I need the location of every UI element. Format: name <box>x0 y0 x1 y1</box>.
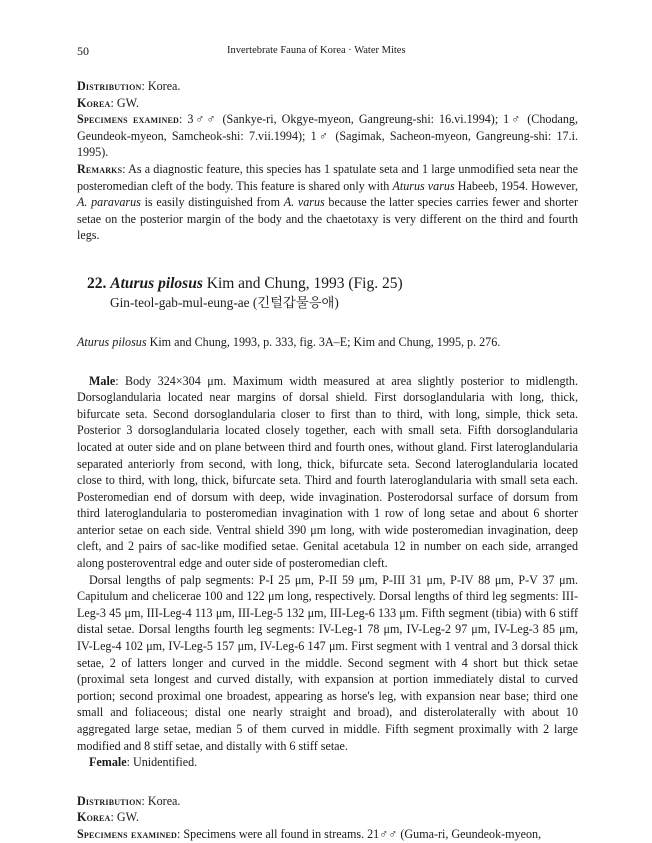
page-number: 50 <box>77 44 89 58</box>
korea-label: Korea <box>77 810 111 825</box>
spacer <box>77 266 578 274</box>
distribution-text: : Korea. <box>141 793 181 808</box>
spacer <box>77 244 578 266</box>
female-label: Female <box>89 755 127 770</box>
korea-label: Korea <box>77 95 111 110</box>
species-authority: Kim and Chung, 1993 (Fig. 25) <box>202 274 403 292</box>
page-content <box>77 78 578 843</box>
species-ref: A. paravarus <box>77 195 141 210</box>
female-line <box>77 754 578 771</box>
synonymy-line <box>77 334 578 351</box>
korea-line-2 <box>77 809 578 826</box>
remarks-text: Habeeb, 1954. However, <box>454 178 578 193</box>
korea-text: : GW. <box>110 810 139 825</box>
page-header <box>77 44 578 58</box>
specimens-text: : 3♂♂ (Sankye-ri, Okgye-myeon, Gangreung-shi: 16.vi.1994); 1♂ (Chodang, Geundeok-myeon, Samcheok-shi: 7.vii.1994); 1♂ (Sagimak, Sacheon-myeon, Gangreung-shi: 17.i. 1995). <box>77 112 578 160</box>
male-paragraph-1 <box>77 373 578 572</box>
spacer <box>77 351 578 373</box>
male-paragraph-2: Dorsal lengths of palp segments: P-I 25 μm, P-II 59 μm, P-III 31 μm, P-IV 88 μm, P-V 37 μm. Capitulum and chelicerae 100 and 122 μm long, respectively. Dorsal lengths of third leg segments: III-Leg-3 45 μm, III-Leg-4 113 μm, III-Leg-5 132 μm, III-Leg-6 133 μm. Fifth segment (tibia) with 6 stiff distal setae. Dorsal lengths fourth leg segments: IV-Leg-1 78 μm, IV-Leg-2 97 μm, IV-Leg-3 85 μm, IV-Leg-4 102 μm, IV-Leg-5 157 μm, IV-Leg-6 147 μm. First segment with 1 ventral and 3 dorsal thick setae, 2 of latters longer and curved in the middle. Second segment with 4 short but thick setae (proximal seta longest and curved distally, with expansion at portion immediately distal to curved portion; second proximal one broadest, appearing as horse's leg, with expansion near base; third one small and foliaceous; distal one nearly straight and broad), and disterolaterally with about 10 aggregated large setae, median 5 of them curved in middle. Fifth segment proximally with 2 large modified and 8 stiff setae, and distally with 6 stiff setae. <box>77 572 578 753</box>
remarks-label: Remarks <box>77 161 123 176</box>
species-ref: Aturus varus <box>392 178 455 193</box>
male-label: Male <box>89 373 116 388</box>
korean-name: Gin-teol-gab-mul-eung-ae (긴털갑물응애) <box>110 294 339 310</box>
species-heading <box>77 274 578 294</box>
remarks-text: is easily distinguished from <box>140 195 284 210</box>
distribution-text: : Korea. <box>141 79 181 93</box>
spacer <box>77 771 578 793</box>
specimens-label: Specimens examined <box>77 112 180 127</box>
species-name: Aturus pilosus <box>110 274 203 292</box>
distribution-label: Distribution <box>77 793 142 808</box>
remarks-text: because the latter species carries fewer and shorter setae on the posterior margin of the body and the chaetotaxy is very different on the third and fourth legs. <box>77 195 579 243</box>
synonymy-species: Aturus pilosus <box>77 334 147 349</box>
species-ref: A. varus <box>283 195 325 210</box>
korea-line <box>77 95 578 112</box>
remarks-text: : As a diagnostic feature, this species has 1 spatulate seta and 1 large unmodified seta near the posteromedian cleft of the body. This feature is shared only with <box>77 161 578 193</box>
male-text-1: : Body 324×304 μm. Maximum width measured at area slightly posterior to midlength. Dorsoglandularia located near margins of dorsal shield. First dorsoglandularia with long, thick, bifurcate seta. Second dorsoglandularia closer to first than to third, with long, simple, thick seta. Posterior 3 dorsoglandularia located closely together, each with small seta. Fifth dorsoglandularia located at outer side and on plane between third and fourth ones, without gland. First lateroglandularia separated anteriorly from second, with long, thick, bifurcate seta. Second lateroglandularia located close to third, with long, thick, bifurcate seta. Third and fourth lateroglandularia with small seta each. Posteromedian end of dorsum with deep, wide invagination. Posterodorsal surface of dorsum from third lateroglandularia to posteromedian invagination with 1 row of long setae and about 6 shorter anterior setae on each side. Ventral shield 390 μm long, with wide posteromedian invagination, deep cleft, and 2 pairs of sac-like modified setae. Genital acetabula 12 in number on each side, arranged along posteroventral edge and outer side of posteromedian cleft. <box>77 373 578 571</box>
korea-text: : GW. <box>110 95 139 110</box>
distribution-line-2 <box>77 793 578 810</box>
species-number: 22. <box>87 274 107 292</box>
remarks-paragraph <box>77 161 578 244</box>
specimens-paragraph-2 <box>77 826 578 843</box>
specimens-text: : Specimens were all found in streams. 21♂♂ (Guma-ri, Geundeok-myeon, <box>177 826 542 841</box>
distribution-label: Distribution <box>77 79 142 93</box>
running-title: Invertebrate Fauna of Korea · Water Mites <box>227 45 406 56</box>
specimens-label: Specimens examined <box>77 826 178 841</box>
spacer <box>77 312 578 334</box>
distribution-line <box>77 78 578 95</box>
specimens-paragraph <box>77 111 578 161</box>
female-text: : Unidentified. <box>126 755 198 770</box>
synonymy-text: Kim and Chung, 1993, p. 333, fig. 3A–E; Kim and Chung, 1995, p. 276. <box>146 334 501 349</box>
